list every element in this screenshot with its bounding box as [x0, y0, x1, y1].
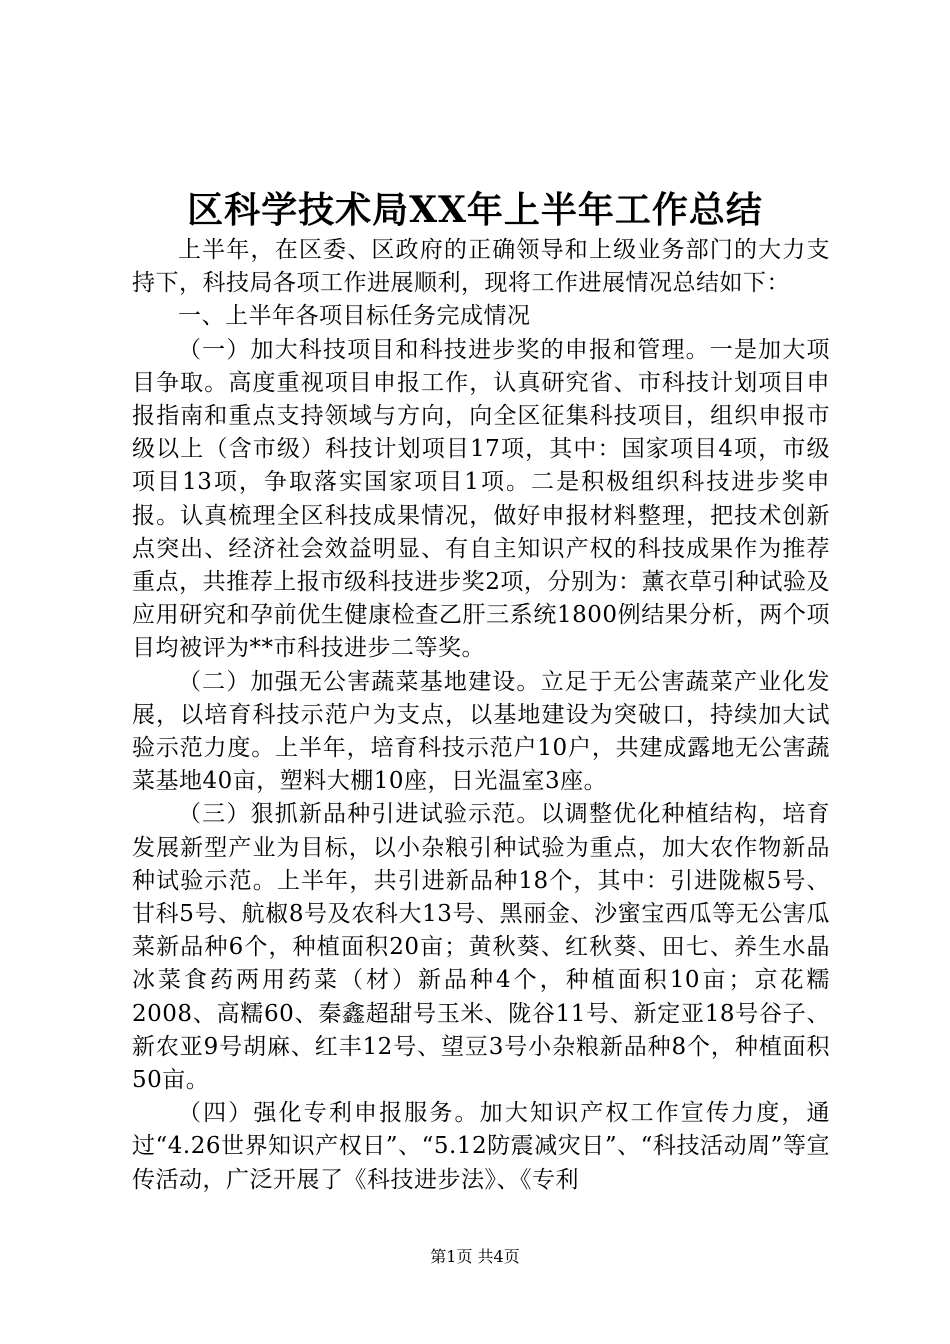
section-heading: 一、上半年各项目标任务完成情况 [178, 303, 531, 330]
paragraph-intro: 上半年，在区委、区政府的正确领导和上级业务部门的大力支持下，科技局各项工作进展顺利，现将工作进展情况总结如下： [132, 237, 830, 297]
paragraph-item-1: （一）加大科技项目和科技进步奖的申报和管理。一是加大项目争取。高度重视项目申报工作，认真研究省、市科技计划项目申报指南和重点支持领域与方向，向全区征集科技项目，组织申报市级以上（含市级）科技计划项目17项，其中：国家项目4项，市级项目13项，争取落实国家项目1项。二是积极组织科技进步奖申报。认真梳理全区科技成果情况，做好申报材料整理，把技术创新点突出、经济社会效益明显、有自主知识产权的科技成果作为推荐重点，共推荐上报市级科技进步奖2项，分别为：薰衣草引种试验及应用研究和孕前优生健康检查乙肝三系统1800例结果分析，两个项目均被评为**市科技进步二等奖。 [132, 336, 830, 662]
paragraph-item-3: （三）狠抓新品种引进试验示范。以调整优化种植结构，培育发展新型产业为目标，以小杂粮引种试验为重点，加大农作物新品种试验示范。上半年，共引进新品种18个，其中：引进陇椒5号、甘科5号、航椒8号及农科大13号、黑丽金、沙蜜宝西瓜等无公害瓜菜新品种6个，种植面积20亩；黄秋葵、红秋葵、田七、养生水晶冰菜食药两用药菜（材）新品种4个，种植面积10亩；京花糯2008、高糯60、秦鑫超甜号玉米、陇谷11号、新定亚18号谷子、新农亚9号胡麻、红丰12号、望豆3号小杂粮新品种8个，种植面积50亩。 [132, 801, 830, 1094]
document-title: 区科学技术局XX年上半年工作总结 [187, 189, 763, 231]
page-number-footer: 第1页 共4页 [430, 1247, 520, 1266]
document-body [132, 234, 830, 1197]
paragraph-item-2: （二）加强无公害蔬菜基地建设。立足于无公害蔬菜产业化发展，以培育科技示范户为支点，以基地建设为突破口，持续加大试验示范力度。上半年，培育科技示范户10户，共建成露地无公害蔬菜基地40亩，塑料大棚10座，日光温室3座。 [132, 668, 830, 795]
paragraph-item-4: （四）强化专利申报服务。加大知识产权工作宣传力度，通过“4.26世界知识产权日”、“5.12防震减灾日”、“科技活动周”等宣传活动，广泛开展了《科技进步法》、《专利 [132, 1100, 830, 1193]
